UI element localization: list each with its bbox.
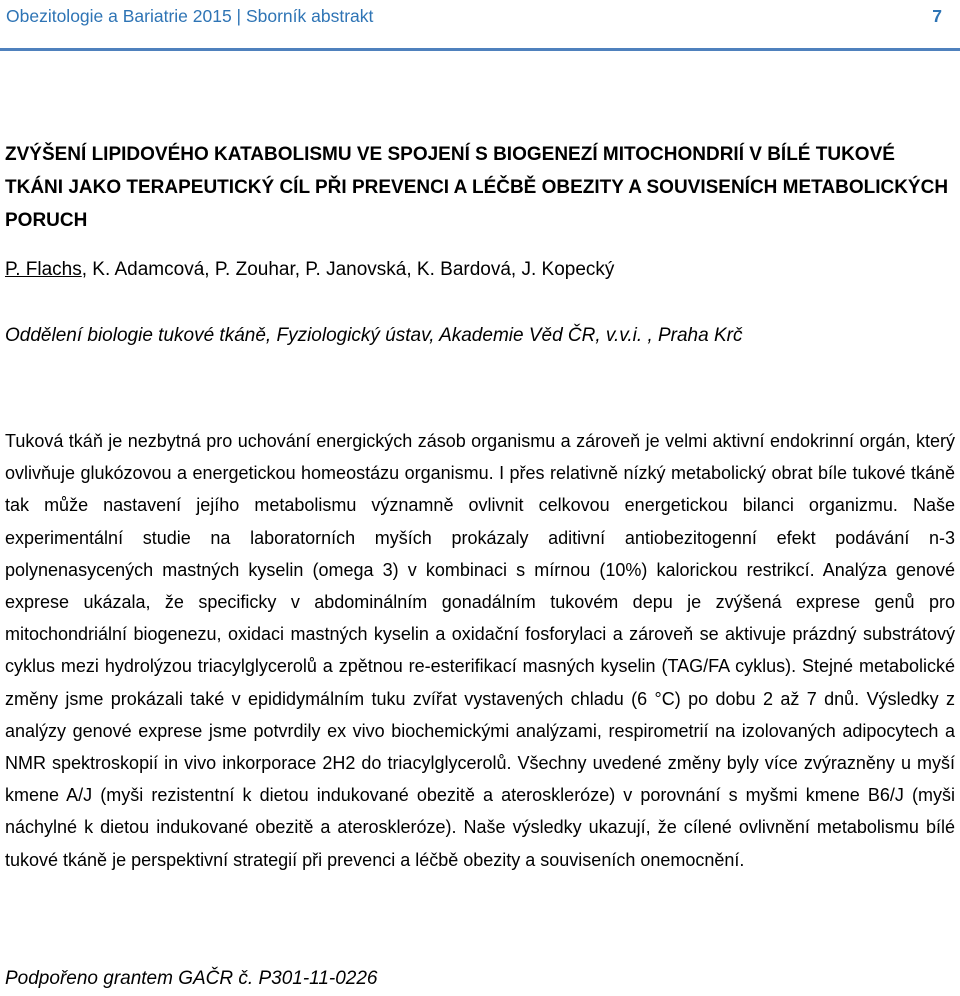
header-title: Obezitologie a Bariatrie 2015 | Sborník abstrakt [6, 5, 374, 26]
presenting-author: P. Flachs [5, 259, 82, 280]
page-header [6, 4, 954, 28]
grant-acknowledgement: Podpořeno grantem GAČR č. P301-11-0226 [5, 968, 378, 989]
abstract-body: Tuková tkáň je nezbytná pro uchování energických zásob organismu a zároveň je velmi aktivní endokrinní orgán, který ovlivňuje glukózovou a energetickou homeostázu organismu. I přes relativně nízký metabolický obrat bíle tukové tkáně tak může nastavení jejího metabolismu významně ovlivnit celkovou energetickou bilanci organizmu. Naše experimentální studie na laboratorních myších prokázaly aditivní antiobezitogenní efekt podávání n-3 polynenasycených mastných kyselin (omega 3) v kombinaci s mírnou (10%) kalorickou restrikcí. Analýza genové exprese ukázala, že specificky v abdominálním gonadálním tukovém depu je zvýšená exprese genů pro mitochondriální biogenezu, oxidaci mastných kyselin a oxidační fosforylaci a zároveň se aktivuje prázdný substrátový cyklus mezi hydrolýzou triacylglycerolů a zpětnou re-esterifikací masných kyselin (TAG/FA cyklus). Stejné metabolické změny jsme prokázali také v epididymálním tuku zvířat vystavených chladu (6 °C) po dobu 2 až 7 dnů. Výsledky z analýzy genové exprese jsme potvrdily ex vivo biochemickými analýzami, respirometrií na izolovaných adipocytech a NMR spektroskopií in vivo inkorporace 2H2 do triacylglycerolů. Všechny uvedené změny byly více zvýrazněny u myší kmene A/J (myši rezistentní k dietou indukované obezitě a ateroskleróze) v porovnání s myšmi kmene B6/J (myši náchylné k dietou indukované obezitě a ateroskleróze). Naše výsledky ukazují, že cílené ovlivnění metabolismu bílé tukové tkáně je perspektivní strategií při prevenci a léčbě obezity a souviseních onemocnění. [5, 431, 955, 870]
author-list [5, 257, 614, 283]
page-number: 7 [932, 5, 942, 26]
co-authors: , K. Adamcová, P. Zouhar, P. Janovská, K. Bardová, J. Kopecký [81, 259, 615, 280]
header-divider [0, 48, 960, 51]
affiliation: Oddělení biologie tukové tkáně, Fyziologický ústav, Akademie Věd ČR, v.v.i. , Praha Krč [5, 325, 743, 346]
article-title: ZVÝŠENÍ LIPIDOVÉHO KATABOLISMU VE SPOJENÍ S BIOGENEZÍ MITOCHONDRIÍ V BÍLÉ TUKOVÉ TKÁNI JAKO TERAPEUTICKÝ CÍL PŘI PREVENCI A LÉČBĚ OBEZITY A SOUVISENÍCH METABOLICKÝCH PORUCH [5, 144, 949, 231]
